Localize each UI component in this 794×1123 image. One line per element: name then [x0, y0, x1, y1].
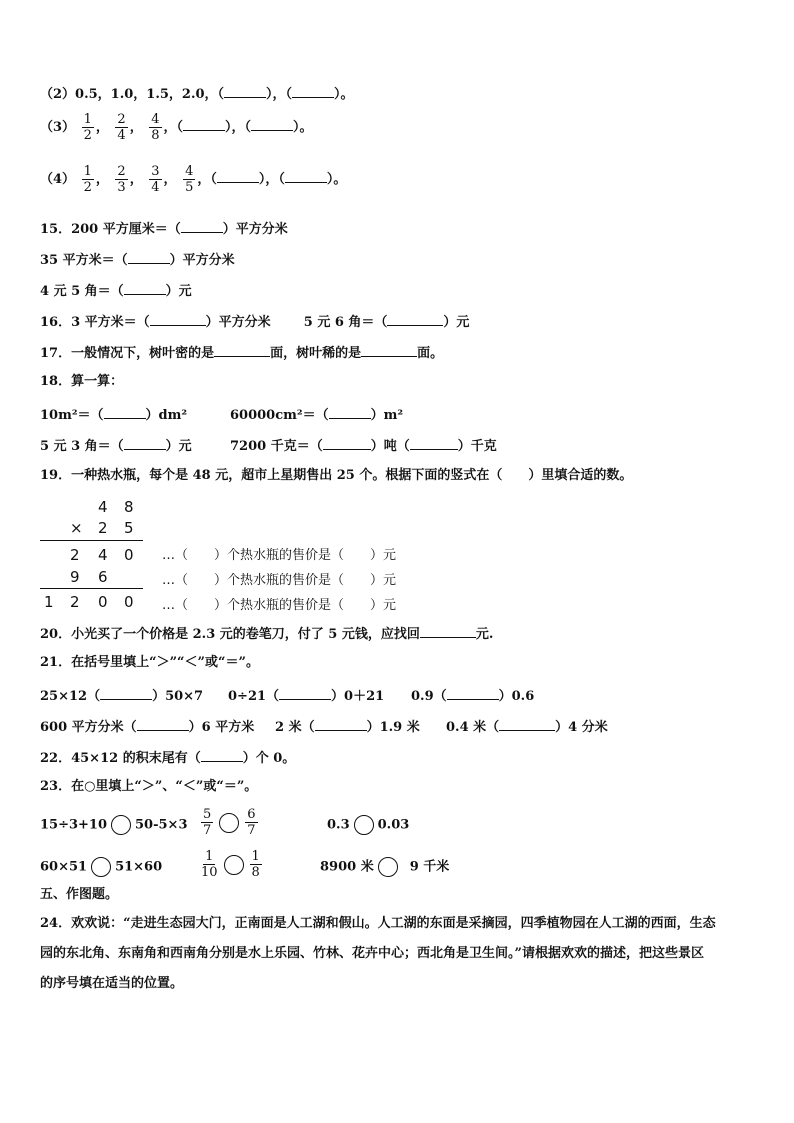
fraction: $\frac{3}{4}$: [151, 164, 160, 195]
q14-part4: （4） $\frac{1}{2}$ ， $\frac{2}{3}$ ， $\frac{3}{4}$ ， $\frac{4}{5}$ ，（ ），（ ）。: [40, 164, 347, 195]
compare-circle[interactable]: [224, 855, 244, 875]
q19-text: 19．一种热水瓶，每个是 48 元，超市上星期售出 25 个。根据下面的竖式在（ ）里填合适的数。: [40, 468, 633, 483]
q15-line3: 4 元 5 角＝（ ）元: [40, 280, 192, 301]
q18-row2b: 7200 千克＝（ ）吨（ ）千克: [230, 435, 497, 456]
q23-e: [199, 847, 264, 883]
answer-blank[interactable]: [447, 685, 499, 700]
fraction: $\frac{5}{7}$: [203, 807, 212, 838]
fraction: $\frac{6}{7}$: [247, 807, 256, 838]
q14-part3: （3） $\frac{1}{2}$ ， $\frac{2}{4}$ ， $\frac{4}{8}$ ，（ ），（ ）。: [40, 112, 313, 143]
answer-blank[interactable]: [124, 280, 166, 295]
q15-line2: 35 平方米＝（ ）平方分米: [40, 249, 235, 270]
q21-title: 21．在括号里填上“＞”“＜”或“＝”。: [40, 655, 259, 670]
q21-row1: 25×12（ ）50×7: [40, 685, 203, 706]
answer-blank[interactable]: [214, 342, 270, 357]
answer-blank[interactable]: [124, 435, 166, 450]
answer-blank[interactable]: [181, 218, 223, 233]
compare-circle[interactable]: [111, 815, 131, 835]
q24-line3: 的序号填在适当的位置。: [40, 976, 184, 991]
q18-row2: 5 元 3 角＝（ ）元: [40, 435, 192, 456]
answer-blank[interactable]: [100, 685, 152, 700]
q18-row1b: 60000cm²＝（ ）m²: [230, 404, 403, 425]
q23-c: 0.3 0.03: [327, 815, 409, 835]
rule-line: [40, 540, 143, 541]
compare-circle[interactable]: [219, 813, 239, 833]
answer-blank[interactable]: [285, 168, 327, 183]
fraction: $\frac{2}{4}$: [117, 112, 126, 143]
step-desc: …（ ）个热水瓶的售价是（ ）元: [162, 548, 397, 563]
section-heading: 五、作图题。: [40, 887, 119, 902]
fraction: $\frac{1}{8}$: [251, 849, 260, 880]
answer-blank[interactable]: [323, 435, 371, 450]
q23-d: 60×51 51×60: [40, 857, 162, 877]
q20: 20．小光买了一个价格是 2.3 元的卷笔刀，付了 5 元钱，应找回 元.: [40, 623, 493, 644]
answer-blank[interactable]: [224, 83, 266, 98]
answer-blank[interactable]: [329, 404, 371, 419]
q18-title: 18．算一算：: [40, 374, 124, 389]
q21-row1b: 0÷21（ ）0＋21: [228, 685, 384, 706]
q21-row2: 600 平方分米（ ）6 平方米: [40, 716, 254, 737]
answer-blank[interactable]: [104, 404, 146, 419]
compare-circle[interactable]: [378, 857, 398, 877]
rule-line: [40, 588, 143, 589]
step-desc: …（ ）个热水瓶的售价是（ ）元: [162, 573, 397, 588]
fraction: $\frac{2}{3}$: [117, 164, 126, 195]
answer-blank[interactable]: [128, 249, 170, 264]
q17: 17．一般情况下，树叶密的是 面，树叶稀的是 面。: [40, 342, 443, 363]
fraction: $\frac{1}{2}$: [83, 112, 92, 143]
q23-b: [199, 805, 260, 841]
answer-blank[interactable]: [410, 435, 458, 450]
q21-row1c: 0.9（ ）0.6: [411, 685, 534, 706]
q23-title: 23．在○里填上“＞”、“＜”或“＝”。: [40, 779, 258, 794]
fraction: $\frac{4}{5}$: [185, 164, 194, 195]
q16: 16．3 平方米＝（ ）平方分米 5 元 6 角＝（ ）元: [40, 311, 469, 332]
step-desc: …（ ）个热水瓶的售价是（ ）元: [162, 598, 397, 613]
q15-line1: 15．200 平方厘米＝（ ）平方分米: [40, 218, 288, 239]
q24-line1: 24．欢欢说：“走进生态园大门，正南面是人工湖和假山。人工湖的东面是采摘园，四季植物园在人工湖的西面，生态: [40, 916, 716, 931]
fraction: $\frac{4}{8}$: [151, 112, 160, 143]
compare-circle[interactable]: [354, 815, 374, 835]
answer-blank[interactable]: [279, 685, 331, 700]
q21-row2b: 2 米（ ）1.9 米: [275, 716, 420, 737]
q18-row1: 10m²＝（ ）dm²: [40, 404, 187, 425]
q21-row2c: 0.4 米（ ）4 分米: [446, 716, 608, 737]
fraction: $\frac{1}{2}$: [83, 164, 92, 195]
answer-blank[interactable]: [420, 623, 476, 638]
answer-blank[interactable]: [292, 83, 334, 98]
answer-blank[interactable]: [387, 311, 443, 326]
answer-blank[interactable]: [217, 168, 259, 183]
answer-blank[interactable]: [183, 116, 225, 131]
fraction: $\frac{1}{10}$: [201, 849, 218, 880]
q24-line2: 园的东北角、东南角和西南角分别是水上乐园、竹林、花卉中心；西北角是卫生间。”请根据欢欢的描述，把这些景区: [40, 946, 704, 961]
answer-blank[interactable]: [137, 716, 189, 731]
q22: 22．45×12 的积末尾有（ ）个 0。: [40, 747, 295, 768]
answer-blank[interactable]: [361, 342, 417, 357]
q14-part2: （2）0.5，1.0，1.5，2.0，（ ），（ ）。: [40, 83, 354, 104]
answer-blank[interactable]: [251, 116, 293, 131]
compare-circle[interactable]: [91, 857, 111, 877]
answer-blank[interactable]: [499, 716, 555, 731]
q23-f: 8900 米 9 千米: [320, 857, 449, 877]
answer-blank[interactable]: [150, 311, 206, 326]
q23-a: 15÷3+10 50-5×3: [40, 815, 188, 835]
answer-blank[interactable]: [315, 716, 367, 731]
answer-blank[interactable]: [201, 747, 243, 762]
